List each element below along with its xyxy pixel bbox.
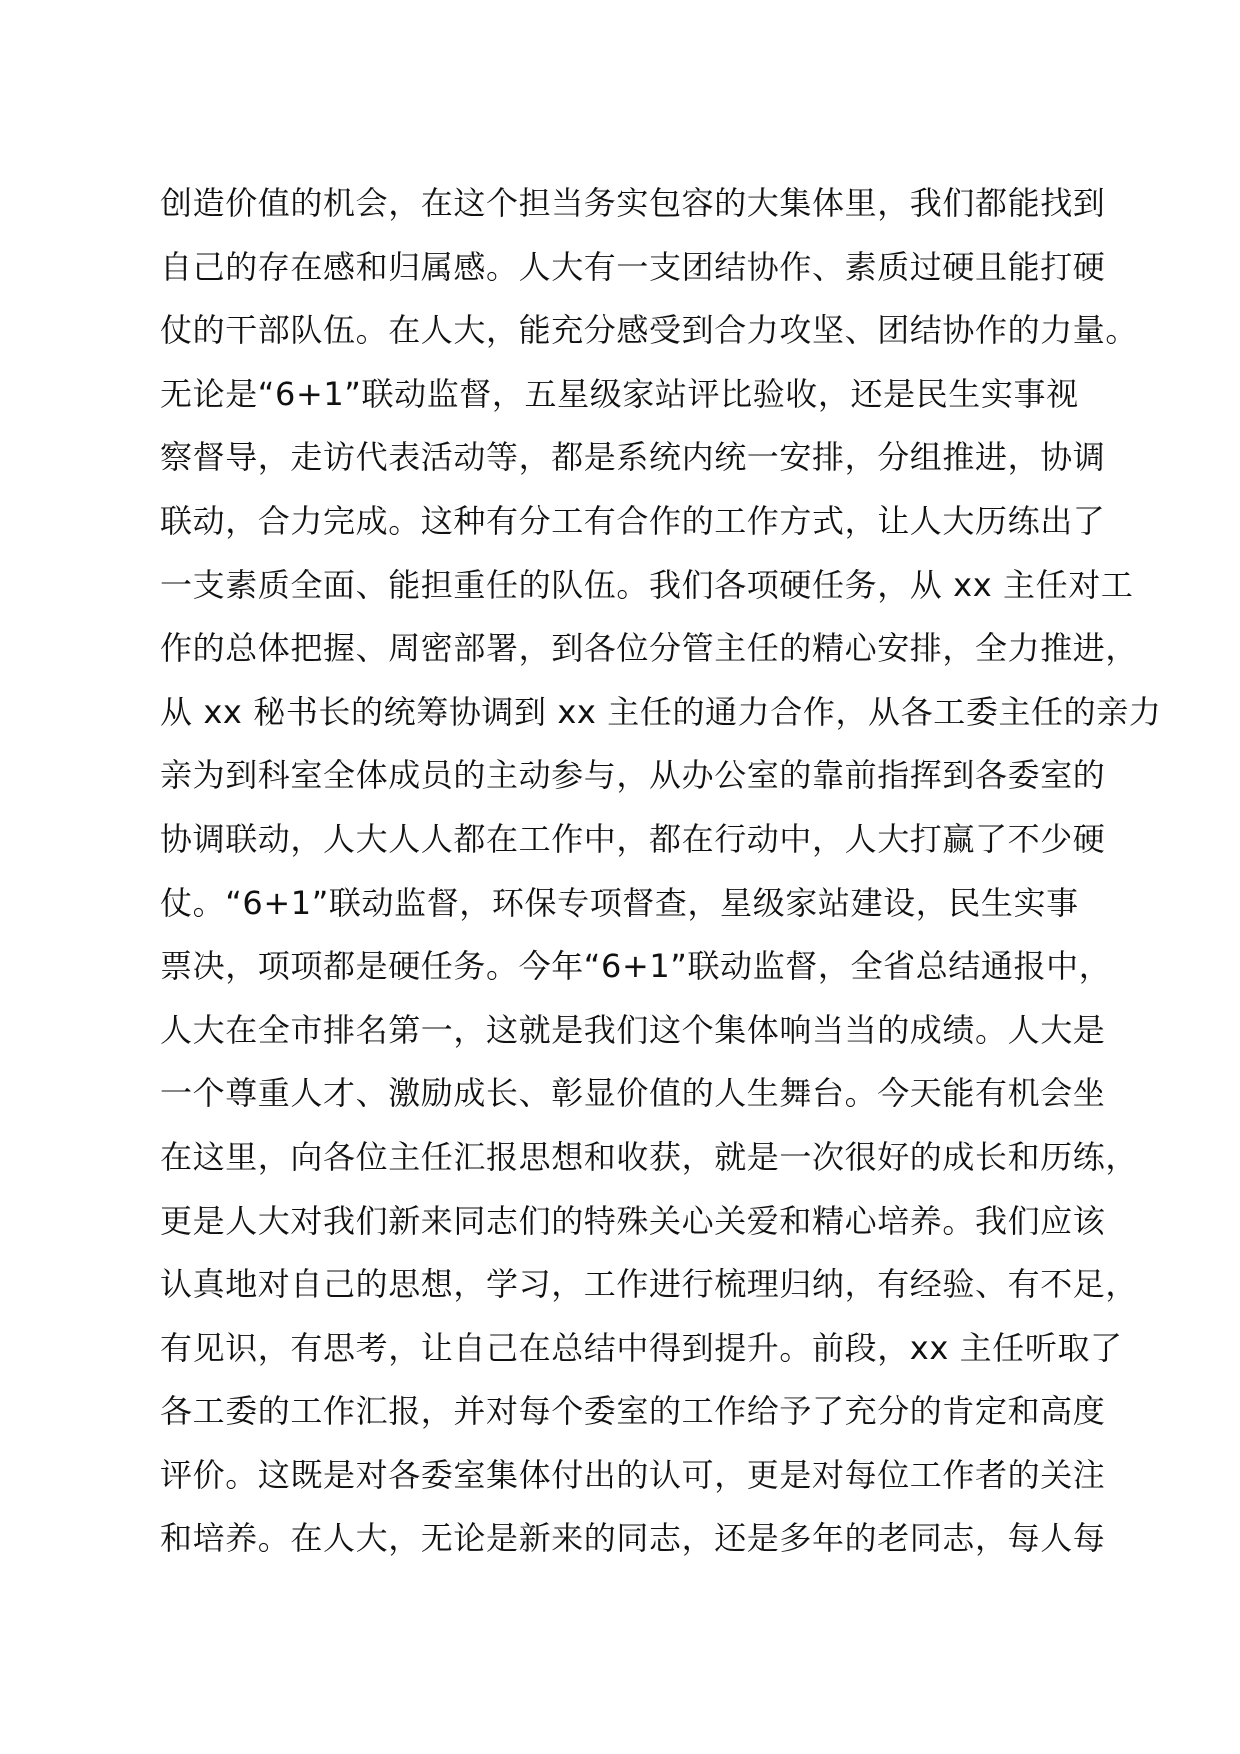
- text-line: 票决，项项都是硬任务。今年“6+1”联动监督，全省总结通报中，: [160, 947, 1112, 986]
- text-line: 亲为到科室全体成员的主动参与，从办公室的靠前指挥到各委室的: [160, 756, 1106, 795]
- text-line: 仗。“6+1”联动监督，环保专项督查，星级家站建设，民生实事: [160, 883, 1079, 922]
- body-text: [160, 172, 1162, 1571]
- text-line: 无论是“6+1”联动监督，五星级家站评比验收，还是民生实事视: [160, 374, 1079, 413]
- text-line: 认真地对自己的思想，学习，工作进行梳理归纳，有经验、有不足，: [160, 1265, 1139, 1304]
- text-line: 从 xx 秘书长的统筹协调到 xx 主任的通力合作，从各工委主任的亲力: [160, 692, 1162, 731]
- text-line: 有见识，有思考，让自己在总结中得到提升。前段，xx 主任听取了: [160, 1328, 1123, 1367]
- text-line: 各工委的工作汇报，并对每个委室的工作给予了充分的肯定和高度: [160, 1392, 1106, 1431]
- text-line: 察督导，走访代表活动等，都是系统内统一安排，分组推进，协调: [160, 438, 1106, 477]
- text-line: 更是人大对我们新来同志们的特殊关心关爱和精心培养。我们应该: [160, 1201, 1106, 1240]
- text-line: 联动，合力完成。这种有分工有合作的工作方式，让人大历练出了: [160, 501, 1106, 540]
- text-line: 自己的存在感和归属感。人大有一支团结协作、素质过硬且能打硬: [160, 247, 1106, 286]
- text-line: 协调联动，人大人人都在工作中，都在行动中，人大打赢了不少硬: [160, 819, 1106, 858]
- text-line: 人大在全市排名第一，这就是我们这个集体响当当的成绩。人大是: [160, 1010, 1106, 1049]
- text-line: 在这里，向各位主任汇报思想和收获，就是一次很好的成长和历练，: [160, 1137, 1139, 1176]
- text-line: 创造价值的机会，在这个担当务实包容的大集体里，我们都能找到: [160, 184, 1106, 222]
- text-line: 仗的干部队伍。在人大，能充分感受到合力攻坚、团结协作的力量。: [160, 311, 1139, 350]
- text-line: 评价。这既是对各委室集体付出的认可，更是对每位工作者的关注: [160, 1455, 1106, 1494]
- text-line: 一支素质全面、能担重任的队伍。我们各项硬任务，从 xx 主任对工: [160, 565, 1134, 604]
- text-line: 作的总体把握、周密部署，到各位分管主任的精心安排，全力推进，: [160, 629, 1139, 668]
- text-line: 和培养。在人大，无论是新来的同志，还是多年的老同志，每人每: [160, 1519, 1106, 1558]
- text-line: 一个尊重人才、激励成长、彰显价值的人生舞台。今天能有机会坐: [160, 1074, 1106, 1113]
